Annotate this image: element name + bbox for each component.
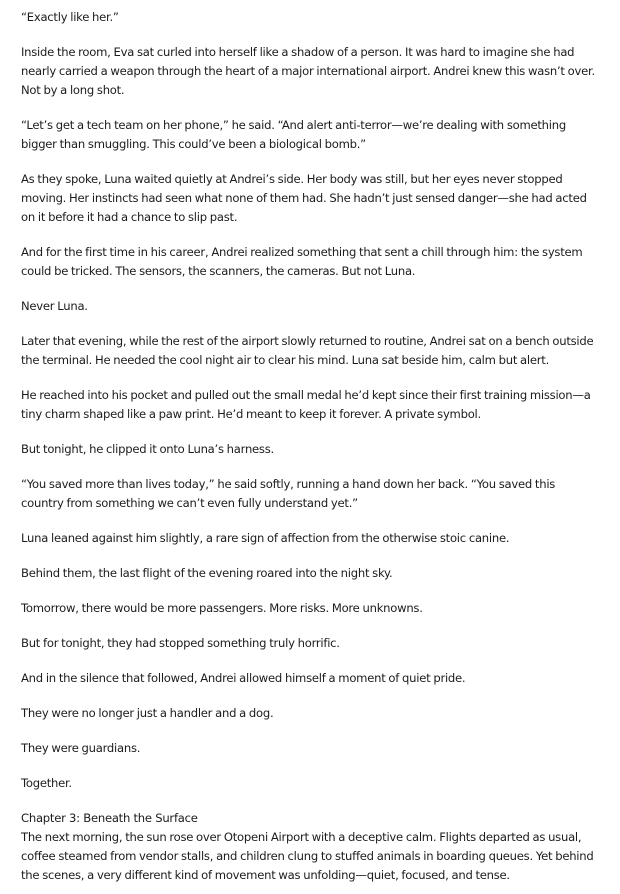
chapter-heading: Chapter 3: Beneath the Surface [21,811,198,825]
paragraph: “Let’s get a tech team on her phone,” he said. “And alert anti-terror—we’re dealing with something bigger than smuggling. This could’ve been a biological bomb.” [21,118,566,151]
paragraph: Tomorrow, there would be more passengers. More risks. More unknowns. [21,601,423,615]
story-page [21,8,596,885]
chapter-opening-paragraph: The next morning, the sun rose over Otopeni Airport with a deceptive calm. Flights departed as usual, coffee steamed from vendor stalls, and children clung to stuffed animals in boarding queues. Yet behind the scenes, a very different kind of movement was unfolding—quiet, focused, and tense. [21,830,594,882]
paragraph: Inside the room, Eva sat curled into herself like a shadow of a person. It was hard to imagine she had nearly carried a weapon through the heart of a major international airport. Andrei knew this wasn’t over. Not by a long shot. [21,45,595,97]
paragraph: “Exactly like her.” [21,10,119,24]
paragraph: Later that evening, while the rest of the airport slowly returned to routine, Andrei sat on a bench outside the terminal. He needed the cool night air to clear his mind. Luna sat beside him, calm but alert. [21,334,594,367]
paragraph: He reached into his pocket and pulled out the small medal he’d kept since their first training mission—a tiny charm shaped like a paw print. He’d meant to keep it forever. A private symbol. [21,388,591,421]
chapter-section [21,809,596,885]
paragraph: Behind them, the last flight of the evening roared into the night sky. [21,566,393,580]
paragraph: As they spoke, Luna waited quietly at Andrei’s side. Her body was still, but her eyes never stopped moving. Her instincts had seen what none of them had. She hadn’t just sensed danger—she had acted on it before it had a chance to slip past. [21,172,587,224]
paragraph: They were no longer just a handler and a dog. [21,706,274,720]
paragraph: “You saved more than lives today,” he said softly, running a hand down her back. “You saved this country from something we can’t even fully understand yet.” [21,477,556,510]
paragraph: But for tonight, they had stopped something truly horrific. [21,636,340,650]
paragraph: Together. [21,776,72,790]
paragraph: Luna leaned against him slightly, a rare sign of affection from the otherwise stoic canine. [21,531,510,545]
paragraph: And in the silence that followed, Andrei allowed himself a moment of quiet pride. [21,671,466,685]
paragraph: But tonight, he clipped it onto Luna’s harness. [21,442,274,456]
paragraph: And for the first time in his career, Andrei realized something that sent a chill through him: the system could be tricked. The sensors, the scanners, the cameras. But not Luna. [21,245,583,278]
paragraph: Never Luna. [21,299,88,313]
paragraph: They were guardians. [21,741,141,755]
